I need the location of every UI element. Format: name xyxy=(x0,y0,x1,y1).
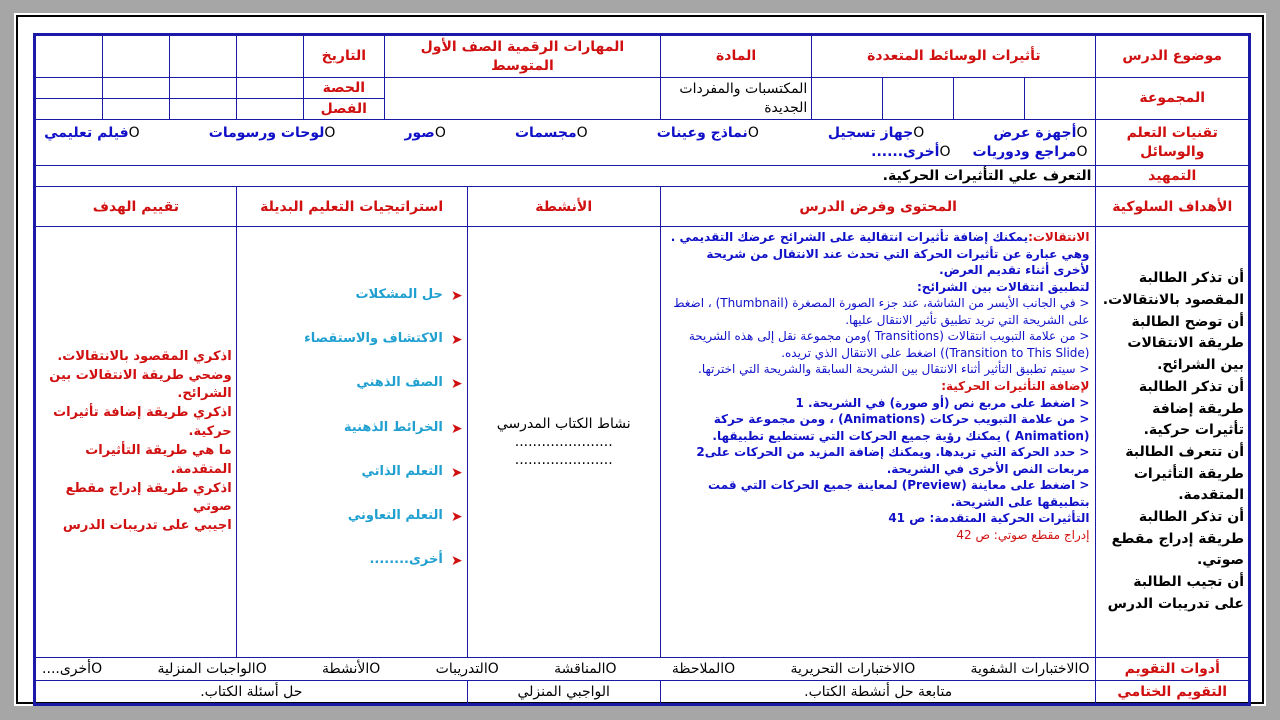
strategies-cell xyxy=(236,227,467,658)
arrow-icon: ➤ xyxy=(450,553,463,570)
homework-label: الواجبي المنزلي xyxy=(467,680,660,703)
strategy-item: ➤ الخرائط الذهنية xyxy=(343,419,463,437)
strategy-item: ➤ حل المشكلات xyxy=(355,287,463,305)
assess-option-exercises[interactable]: Oالتدريبات xyxy=(435,660,499,677)
content-line-7: لإضافة التأثيرات الحركية: xyxy=(941,379,1090,394)
page-sheet xyxy=(14,13,1266,706)
group-cell-3[interactable] xyxy=(883,78,954,120)
col-evaluation: تقييم الهدف xyxy=(36,187,237,227)
final-followup: متابعة حل أنشطة الكتاب. xyxy=(660,680,1096,703)
objective-1: أن تذكر الطالبة المقصود بالانتقالات. xyxy=(1102,270,1244,309)
date-cell-4[interactable] xyxy=(36,36,103,78)
period-label: الحصة xyxy=(303,78,384,99)
strategy-item: ➤ الاكتشاف والاستقصاء xyxy=(304,331,463,349)
content-line-5: < من علامة التبويب انتقالات (Transitions )ومن مجموعة نقل إلى هذه الشريحة (Transition to This Slide)) اضغط على الانتقال الذي تريده. xyxy=(688,329,1090,360)
tool-option-images[interactable]: Oصور xyxy=(404,125,446,142)
final-label: التقويم الختامي xyxy=(1096,680,1249,703)
vocab-label: المكتسبات والمفردات الجديدة xyxy=(660,78,811,120)
strategy-item: ➤ الصف الذهني xyxy=(356,375,463,393)
intro-label: التمهيد xyxy=(1096,166,1249,187)
eval-item-1: اذكري المقصود بالانتقالات. xyxy=(57,348,232,364)
content-line-6: < سيتم تطبيق التأثير أثناء الانتقال بين الشريحة السابقة والشريحة التي اخترتها. xyxy=(698,362,1090,377)
class-cell-1[interactable] xyxy=(236,99,303,120)
class-cell-4[interactable] xyxy=(36,99,103,120)
content-line-11: < اضغط على معاينة (Preview) لمعاينة جميع الحركات التي قمت بتطبيقها على الشريحة. xyxy=(708,478,1090,509)
tool-option-recorder[interactable]: Oجهاز تسجيل xyxy=(827,125,925,142)
intro-value: التعرف علي التأثيرات الحركية. xyxy=(36,166,1096,187)
tools-label: تقنيات التعلم والوسائل xyxy=(1096,120,1249,166)
objective-2: أن توضح الطالبة طريقة الانتقالات بين الشرائح. xyxy=(1127,313,1244,374)
date-cell-1[interactable] xyxy=(236,36,303,78)
group-cell-1[interactable] xyxy=(1025,78,1096,120)
period-cell-4[interactable] xyxy=(36,78,103,99)
tool-option-solids[interactable]: Oمجسمات xyxy=(514,125,588,142)
tool-option-other[interactable]: Oأخرى...... xyxy=(871,143,951,160)
content-transitions-title: الانتقالات: xyxy=(1028,230,1090,245)
content-cell xyxy=(660,227,1096,658)
strategy-item: ➤ التعلم الذاتي xyxy=(361,463,463,481)
group-label: المجموعة xyxy=(1096,78,1249,120)
assessment-label: أدوات التقويم xyxy=(1096,657,1249,680)
period-cell-3[interactable] xyxy=(102,78,169,99)
eval-item-2: وضحي طريقة الانتقالات بين الشرائح. xyxy=(49,367,232,402)
arrow-icon: ➤ xyxy=(450,332,463,349)
arrow-icon: ➤ xyxy=(450,509,463,526)
tool-option-references[interactable]: Oمراجع ودوريات xyxy=(972,143,1088,160)
col-activities: الأنشطة xyxy=(467,187,660,227)
objective-4: أن تتعرف الطالبة طريقة التأثيرات المتقدمة. xyxy=(1125,443,1244,504)
lesson-topic-value: تأثيرات الوسائط المتعددة xyxy=(812,36,1096,78)
arrow-icon: ➤ xyxy=(450,376,463,393)
assessment-options xyxy=(42,660,1089,678)
assess-option-written[interactable]: Oالاختبارات التحريرية xyxy=(790,660,916,677)
activities-cell xyxy=(467,227,660,658)
assess-option-observation[interactable]: Oالملاحظة xyxy=(671,660,736,677)
content-line-8: < اضغط على مربع نص (أو صورة) في الشريحة. 1 xyxy=(795,395,1090,410)
objectives-cell xyxy=(1096,227,1249,658)
subject-label: المادة xyxy=(660,36,811,78)
lesson-topic-label: موضوع الدرس xyxy=(1096,36,1249,78)
col-content: المحتوى وفرض الدرس xyxy=(660,187,1096,227)
lesson-plan-table xyxy=(33,33,1251,706)
arrow-icon: ➤ xyxy=(450,420,463,437)
group-cell-2[interactable] xyxy=(954,78,1025,120)
objective-5: أن تذكر الطالبة طريقة إدراج مقطع صوتي. xyxy=(1111,508,1244,569)
tools-options-row2 xyxy=(44,143,1087,161)
content-line-10: < حدد الحركة التي تريدها. ويمكنك إضافة المزيد من الحركات على2 مربعات النص الأخرى في الشريحة. xyxy=(696,445,1090,476)
col-strategies: استراتيجيات التعليم البديلة xyxy=(236,187,467,227)
group-cell-4[interactable] xyxy=(812,78,883,120)
content-line-9: < من علامة التبويب حركات (Animations) ، ومن مجموعة حركة (Animation ) يمكنك رؤية جميع الحركات التي تستطيع تطبيقها. xyxy=(712,412,1090,443)
activity-title: نشاط الكتاب المدرسي xyxy=(496,415,631,432)
class-cell-2[interactable] xyxy=(169,99,236,120)
assess-option-discussion[interactable]: Oالمناقشة xyxy=(554,660,617,677)
content-line-2: وهي عبارة عن تأثيرات الحركة التي تحدث عند الانتقال من شريحة لأخرى أثناء تقديم العرض. xyxy=(706,246,1090,278)
activity-dots-1: ...................... xyxy=(514,433,613,450)
subject-value: المهارات الرقمية الصف الأول المتوسط xyxy=(385,36,661,78)
class-label: الفصل xyxy=(303,99,384,120)
assess-option-homework[interactable]: Oالواجبات المنزلية xyxy=(157,660,267,677)
date-label: التاريخ xyxy=(303,36,384,78)
content-line-4: < في الجانب الأيسر من الشاشة، عند جزء الصورة المصغرة (Thumbnail) ، اضغط على الشريحة التي تريد تطبيق تأثير الانتقال عليها. xyxy=(673,296,1090,327)
tool-option-boards[interactable]: Oلوحات ورسومات xyxy=(208,125,336,142)
assess-option-activities[interactable]: Oالأنشطة xyxy=(322,660,381,677)
objective-6: أن تجيب الطالبة على تدريبات الدرس xyxy=(1107,574,1244,612)
activity-dots-2: ...................... xyxy=(514,452,613,469)
assess-option-other[interactable]: Oأخرى.... xyxy=(42,660,103,677)
period-cell-1[interactable] xyxy=(236,78,303,99)
tool-option-film[interactable]: Oفيلم تعليمي xyxy=(44,125,140,142)
arrow-icon: ➤ xyxy=(450,288,463,305)
tools-options xyxy=(44,124,1087,142)
period-cell-2[interactable] xyxy=(169,78,236,99)
content-line-3: لتطبيق انتقالات بين الشرائح: xyxy=(917,279,1090,294)
tool-option-models[interactable]: Oنماذج وعينات xyxy=(656,125,759,142)
class-cell-3[interactable] xyxy=(102,99,169,120)
date-cell-3[interactable] xyxy=(102,36,169,78)
content-line-13: إدراج مقطع صوتي: ص 42 xyxy=(956,527,1090,542)
eval-item-3: اذكري طريقة إضافة تأثيرات حركية. xyxy=(53,405,232,440)
homework-value: حل أسئلة الكتاب. xyxy=(36,680,468,703)
strategy-item: ➤ أخرى........ xyxy=(369,552,463,570)
objective-3: أن تذكر الطالبة طريقة إضافة تأثيرات حركية. xyxy=(1138,378,1244,439)
arrow-icon: ➤ xyxy=(450,464,463,481)
evaluation-cell xyxy=(36,227,237,658)
vocab-value[interactable] xyxy=(385,78,661,120)
strategy-item: ➤ التعلم التعاوني xyxy=(347,508,463,526)
eval-item-6: اجيبي على تدريبات الدرس xyxy=(62,518,232,534)
assess-option-oral[interactable]: Oالاختبارات الشفوية xyxy=(970,660,1090,677)
date-cell-2[interactable] xyxy=(169,36,236,78)
eval-item-4: ما هي طريقة التأثيرات المتقدمة. xyxy=(85,442,232,477)
tool-option-projectors[interactable]: Oأجهزة عرض xyxy=(993,125,1088,142)
col-objectives: الأهداف السلوكية xyxy=(1096,187,1249,227)
content-line-12: التأثيرات الحركية المتقدمة: ص 41 xyxy=(888,511,1090,526)
eval-item-5: اذكري طريقة إدراج مقطع صوتي xyxy=(65,480,232,515)
content-line-1: يمكنك إضافة تأثيرات انتقالية على الشرائح عرضك التقديمي . xyxy=(670,230,1029,245)
